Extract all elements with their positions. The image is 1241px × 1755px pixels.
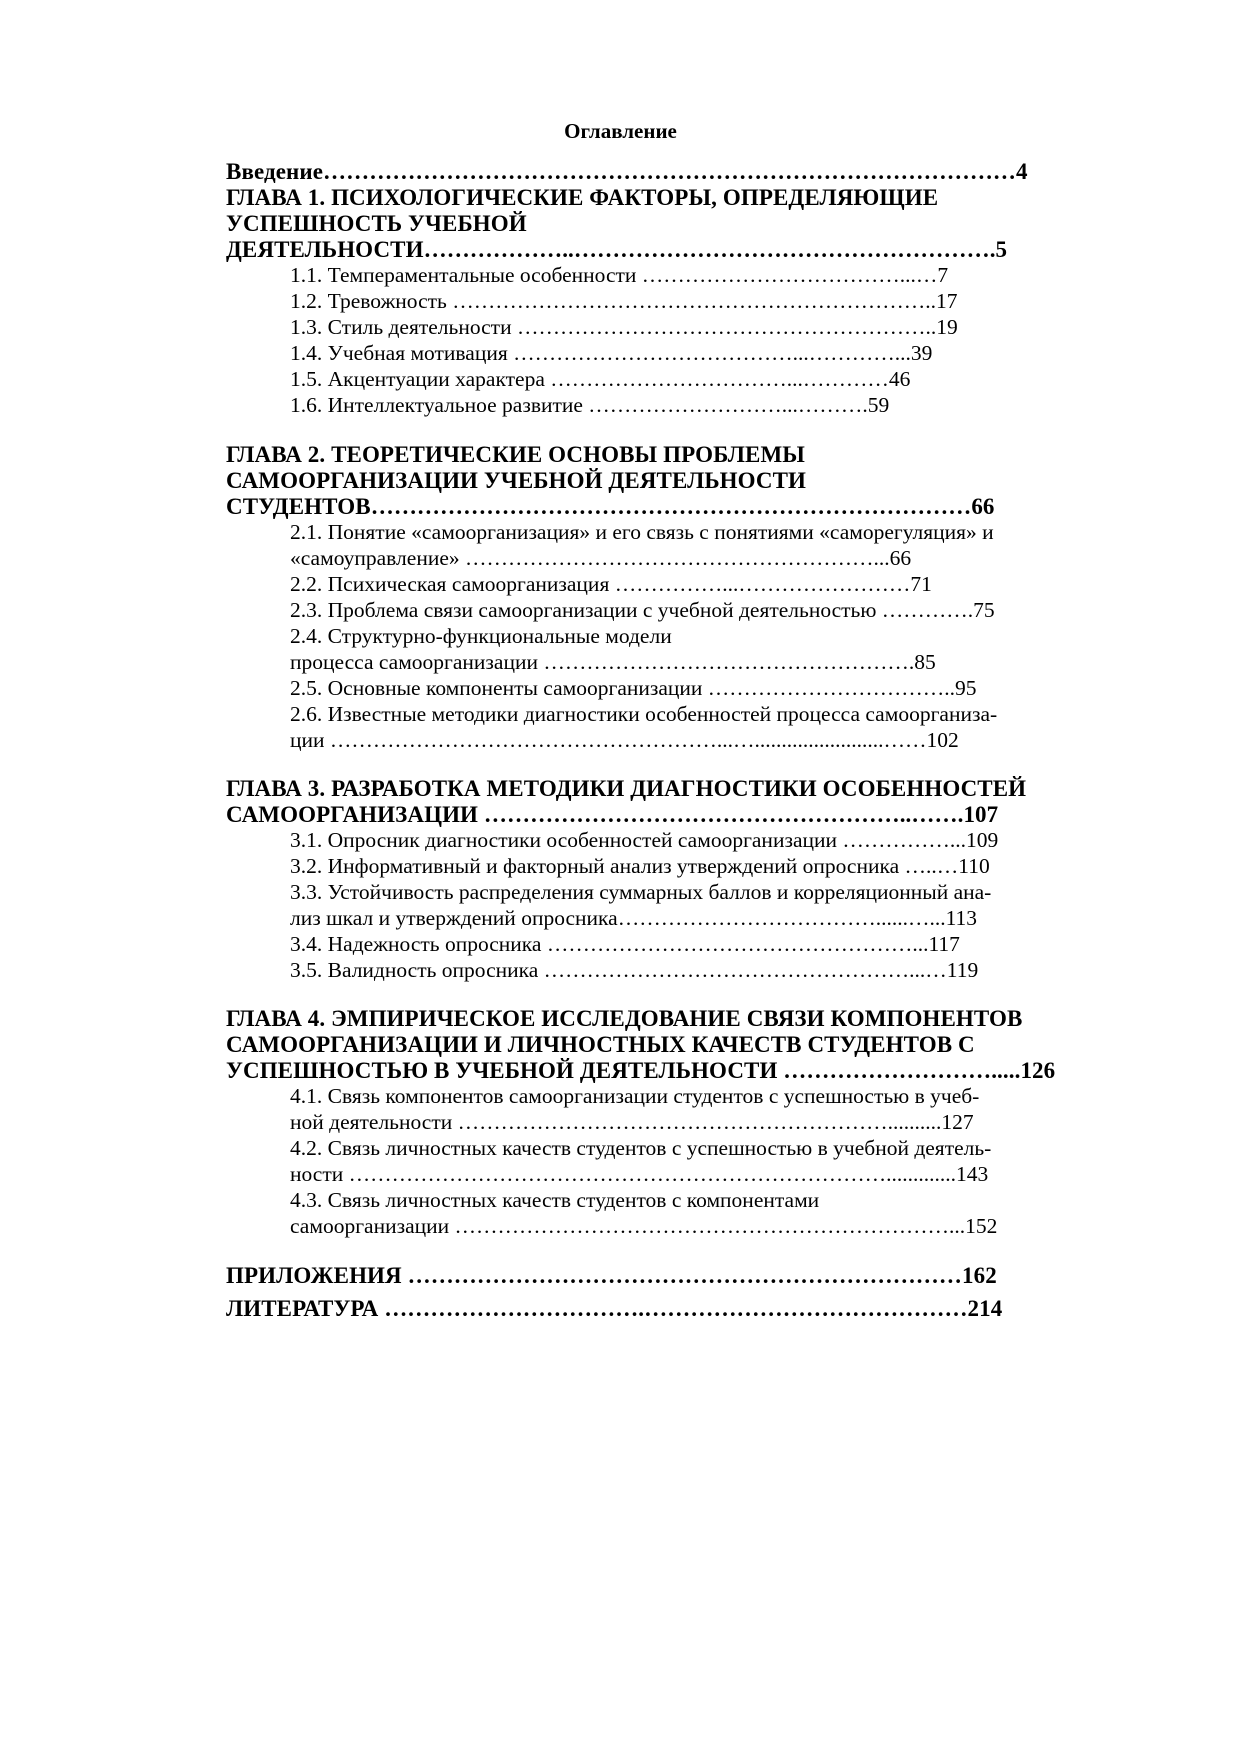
page-title: Оглавление xyxy=(564,119,677,143)
toc-section-3-1[interactable]: 3.1. Опросник диагностики особенностей самоорганизации ……………...109 xyxy=(290,828,999,852)
toc-section-4-2-line-1[interactable]: 4.2. Связь личностных качеств студентов с успешностью в учебной деятель- xyxy=(290,1136,992,1160)
toc-section-1-6[interactable]: 1.6. Интеллектуальное развитие ………………………...……….59 xyxy=(290,393,890,417)
toc-section-3-2[interactable]: 3.2. Информативный и факторный анализ утверждений опросника …..…110 xyxy=(290,854,990,878)
toc-section-2-1-line-2[interactable]: «самоуправление» …………………………………………………...66 xyxy=(290,546,912,570)
toc-chapter-3-title-line-2[interactable]: САМООРГАНИЗАЦИИ ………………………………………………..…….107 xyxy=(226,802,999,827)
toc-section-2-2[interactable]: 2.2. Психическая самоорганизация ……………...……………………71 xyxy=(290,572,932,596)
toc-section-1-3[interactable]: 1.3. Стиль деятельности …………………………………………………..19 xyxy=(290,315,958,339)
toc-chapter-4-title-line-1[interactable]: ГЛАВА 4. ЭМПИРИЧЕСКОЕ ИССЛЕДОВАНИЕ СВЯЗИ КОМПОНЕНТОВ xyxy=(226,1006,1023,1031)
toc-section-2-5[interactable]: 2.5. Основные компоненты самоорганизации ……………………………..95 xyxy=(290,676,977,700)
toc-chapter-1-title-line-2[interactable]: УСПЕШНОСТЬ УЧЕБНОЙ xyxy=(226,211,527,236)
toc-section-3-3-line-2[interactable]: лиз шкал и утверждений опросника………………………………......…...113 xyxy=(290,906,978,930)
toc-section-1-2[interactable]: 1.2. Тревожность …………………………………………………………..17 xyxy=(290,289,958,313)
toc-chapter-2-title-line-2[interactable]: САМООРГАНИЗАЦИИ УЧЕБНОЙ ДЕЯТЕЛЬНОСТИ xyxy=(226,468,807,493)
toc-chapter-4-title-line-2[interactable]: САМООРГАНИЗАЦИИ И ЛИЧНОСТНЫХ КАЧЕСТВ СТУДЕНТОВ С xyxy=(226,1032,975,1057)
toc-section-2-3[interactable]: 2.3. Проблема связи самоорганизации с учебной деятельностью ………….75 xyxy=(290,598,995,622)
toc-chapter-3-title-line-1[interactable]: ГЛАВА 3. РАЗРАБОТКА МЕТОДИКИ ДИАГНОСТИКИ ОСОБЕННОСТЕЙ xyxy=(226,776,1027,801)
toc-chapter-2-title-line-1[interactable]: ГЛАВА 2. ТЕОРЕТИЧЕСКИЕ ОСНОВЫ ПРОБЛЕМЫ xyxy=(226,442,805,467)
toc-chapter-4-title-line-3[interactable]: УСПЕШНОСТЬЮ В УЧЕБНОЙ ДЕЯТЕЛЬНОСТИ ……………………….....126 xyxy=(226,1058,1056,1083)
toc-section-2-4-line-2[interactable]: процесса самоорганизации …………………………………………….85 xyxy=(290,650,936,674)
toc-intro[interactable]: Введение………………………………………………………………………………4 xyxy=(226,159,1028,184)
toc-section-4-1-line-2[interactable]: ной деятельности ……………………………………………………..........127 xyxy=(290,1110,974,1134)
toc-literature[interactable]: ЛИТЕРАТУРА …………………………….……………………………………214 xyxy=(226,1296,1003,1321)
toc-section-2-4-line-1[interactable]: 2.4. Структурно-функциональные модели xyxy=(290,624,672,648)
toc-section-3-4[interactable]: 3.4. Надежность опросника ……………………………………………...117 xyxy=(290,932,960,956)
toc-section-2-1-line-1[interactable]: 2.1. Понятие «самоорганизация» и его связь с понятиями «саморегуляция» и xyxy=(290,520,994,544)
toc-appendix[interactable]: ПРИЛОЖЕНИЯ ………………………………………………………………162 xyxy=(226,1263,997,1288)
toc-section-2-6-line-1[interactable]: 2.6. Известные методики диагностики особенностей процесса самоорганиза- xyxy=(290,702,998,726)
toc-section-1-4[interactable]: 1.4. Учебная мотивация …………………………………...…………...39 xyxy=(290,341,933,365)
toc-chapter-1-title-line-1[interactable]: ГЛАВА 1. ПСИХОЛОГИЧЕСКИЕ ФАКТОРЫ, ОПРЕДЕЛЯЮЩИЕ xyxy=(226,185,939,210)
toc-section-4-2-line-2[interactable]: ности ………………………………………………………………….............143 xyxy=(290,1162,989,1186)
toc-section-2-6-line-2[interactable]: ции ………………………………………………...…........................……102 xyxy=(290,728,959,752)
toc-section-4-3-line-1[interactable]: 4.3. Связь личностных качеств студентов с компонентами xyxy=(290,1188,820,1212)
toc-section-4-3-line-2[interactable]: самоорганизации ……………………………………………………………...152 xyxy=(290,1214,998,1238)
toc-chapter-1-title-line-3[interactable]: ДЕЯТЕЛЬНОСТИ………………..……………………………………………….5 xyxy=(226,237,1008,262)
toc-section-3-5[interactable]: 3.5. Валидность опросника ……………………………………………...…119 xyxy=(290,958,979,982)
toc-section-1-5[interactable]: 1.5. Акцентуации характера ……………………………...…………46 xyxy=(290,367,911,391)
toc-chapter-2-title-line-3[interactable]: СТУДЕНТОВ……………………………………………………………………66 xyxy=(226,494,995,519)
toc-section-4-1-line-1[interactable]: 4.1. Связь компонентов самоорганизации студентов с успешностью в учеб- xyxy=(290,1084,980,1108)
toc-section-1-1[interactable]: 1.1. Темпераментальные особенности ………………………………...…7 xyxy=(290,263,949,287)
toc-section-3-3-line-1[interactable]: 3.3. Устойчивость распределения суммарных баллов и корреляционный ана- xyxy=(290,880,992,904)
